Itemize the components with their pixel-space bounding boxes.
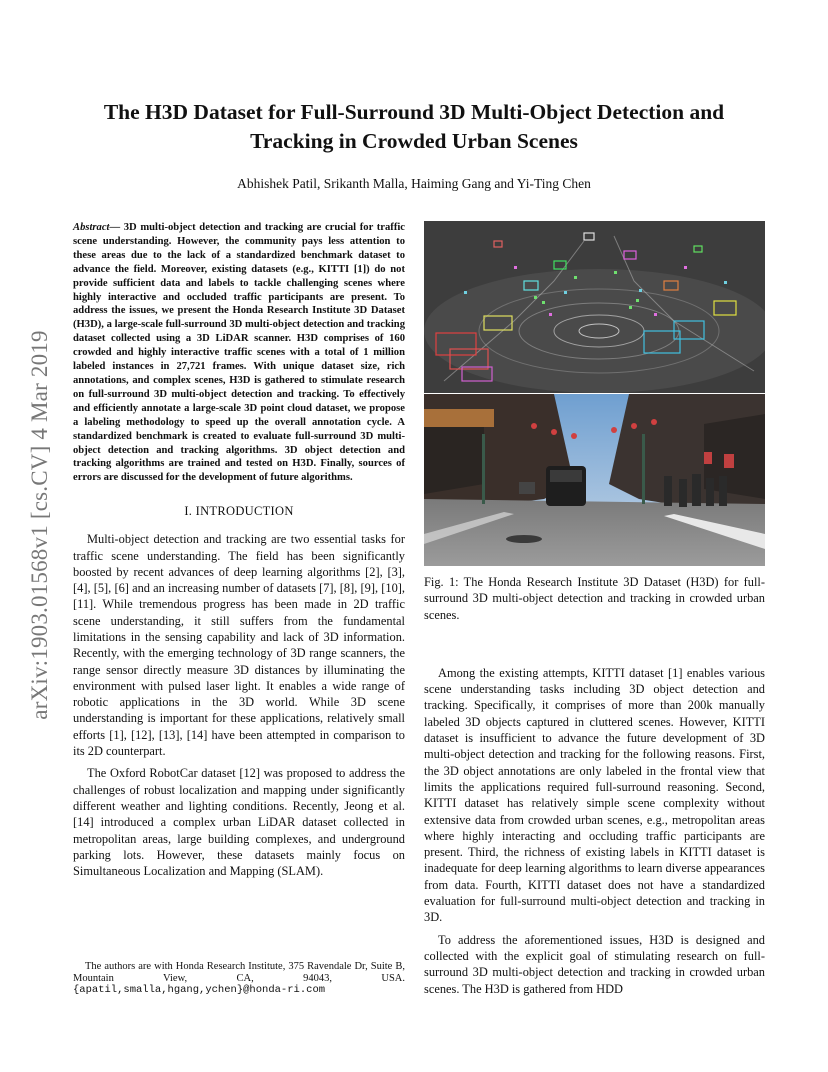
arxiv-identifier-text: arXiv:1903.01568v1 [cs.CV] 4 Mar 2019 [27, 330, 52, 720]
footnote-text: The authors are with Honda Research Institute, 375 Ravendale Dr, Suite B, Mountain View, CA, 94043, USA. [73, 961, 405, 984]
abstract-lead: Abstract [73, 222, 110, 233]
intro-paragraph-1: Multi-object detection and tracking are two essential tasks for traffic scene understanding. The field has been significantly boosted by recent advances of deep learning algorithms [2], [3], [4], [5], [6] and an increasing number of datasets [7], [8], [9], [10], [11]. While tremendous progress has been made in 2D traffic scene understanding, it still suffers from the fundamental limitations in the sensing capability and lack of 3D information. Recently, with the emerging technology of 3D range scanners, the range sensor directly measure 3D distances by illuminating the environment with pulsed laser light. It enables a wide range of robotic applications in the 3D world. While 3D scene understanding is important for these applications, relatively small efforts [1], [12], [13], [14] have been attempted in comparison to its 2D counterpart. [73, 532, 405, 759]
footnote-email: {apatil,smalla,hgang,ychen}@honda-ri.com [73, 984, 326, 997]
right-column [424, 221, 765, 997]
figure-caption: Fig. 1: The Honda Research Institute 3D Dataset (H3D) for full-surround 3D multi-object detection and tracking in crowded urban scenes. [424, 575, 765, 622]
lidar-point-cloud-image [424, 221, 765, 393]
section-heading: I. INTRODUCTION [184, 504, 294, 519]
paper-title: The H3D Dataset for Full-Surround 3D Multi-Object Detection and Tracking in Crowded Urban Scenes [103, 100, 725, 153]
footnote [73, 961, 405, 997]
right-paragraph-2: To address the aforementioned issues, H3D is designed and collected with the explicit goal of stimulating research on full-surround 3D multi-object detection and tracking in crowded urban scenes. The H3D is gathered from HDD [424, 932, 765, 996]
right-paragraph-1: Among the existing attempts, KITTI dataset [1] enables various scene understanding tasks including 3D object detection and tracking. Specifically, it comprises of more than 200k manually labeled 3D objects captured in cluttered scenes. However, KITTI dataset is insufficient to advance the future development of 3D multi-object detection and tracking for the following reasons. First, the 3D object annotations are only labeled in the frontal view that limits the applications required full-surround reasoning. Second, KITTI dataset has relatively simple scene complexity without extensive data from crowded urban scenes, e.g., metropolitan areas where highly interacting and occluding traffic participants are present. Third, the richness of existing labels in KITTI dataset is inadequate for deep learning algorithms to learn diverse appearances from data. Fourth, KITTI dataset does not have a standardized evaluation for full-surround multi-object detection and tracking in 3D. [424, 665, 765, 925]
left-column [73, 221, 405, 879]
abstract [73, 221, 405, 485]
intro-paragraph-2: The Oxford RobotCar dataset [12] was proposed to address the challenges of robust localization and mapping under significantly different weather and lighting conditions. Recently, Jeong et al. [14] introduced a complex urban LiDAR dataset collected in metropolitan areas, large building complexes, and underground parking lots. However, these datasets mainly focus on Simultaneous Localization and Mapping (SLAM). [73, 766, 405, 879]
figure-1 [424, 221, 765, 566]
right-text-body [424, 665, 765, 997]
arxiv-identifier [22, 290, 58, 760]
street-scene-image [424, 394, 765, 566]
paper-authors: Abhishek Patil, Srikanth Malla, Haiming Gang and Yi-Ting Chen [237, 176, 591, 191]
abstract-body: — 3D multi-object detection and tracking are crucial for traffic scene understanding. However, the community pays less attention to these areas due to the lack of a standardized benchmark dataset to advance the field. Moreover, existing datasets (e.g., KITTI [1]) do not provide sufficient data and labels to tackle challenging scenes where highly interactive and occluded traffic participants are present. To address the issues, we present the Honda Research Institute 3D Dataset (H3D), a large-scale full-surround 3D multi-object detection and tracking dataset collected using a 3D LiDAR scanner. H3D comprises of 160 crowded and highly interactive traffic scenes with a total of 1 million labeled instances in 27,721 frames. With unique dataset size, rich annotations, and complex scenes, H3D is gathered to stimulate research on full-surround 3D multi-object detection and tracking. To effectively and efficiently annotate a large-scale 3D point cloud dataset, we propose a labeling methodology to speed up the overall annotation cycle. A standardized benchmark is created to evaluate full-surround 3D multi-object detection and tracking algorithms. 3D object detection and tracking algorithms are trained and tested on H3D. Finally, sources of errors are discussed for the development of future algorithms. [73, 222, 405, 484]
